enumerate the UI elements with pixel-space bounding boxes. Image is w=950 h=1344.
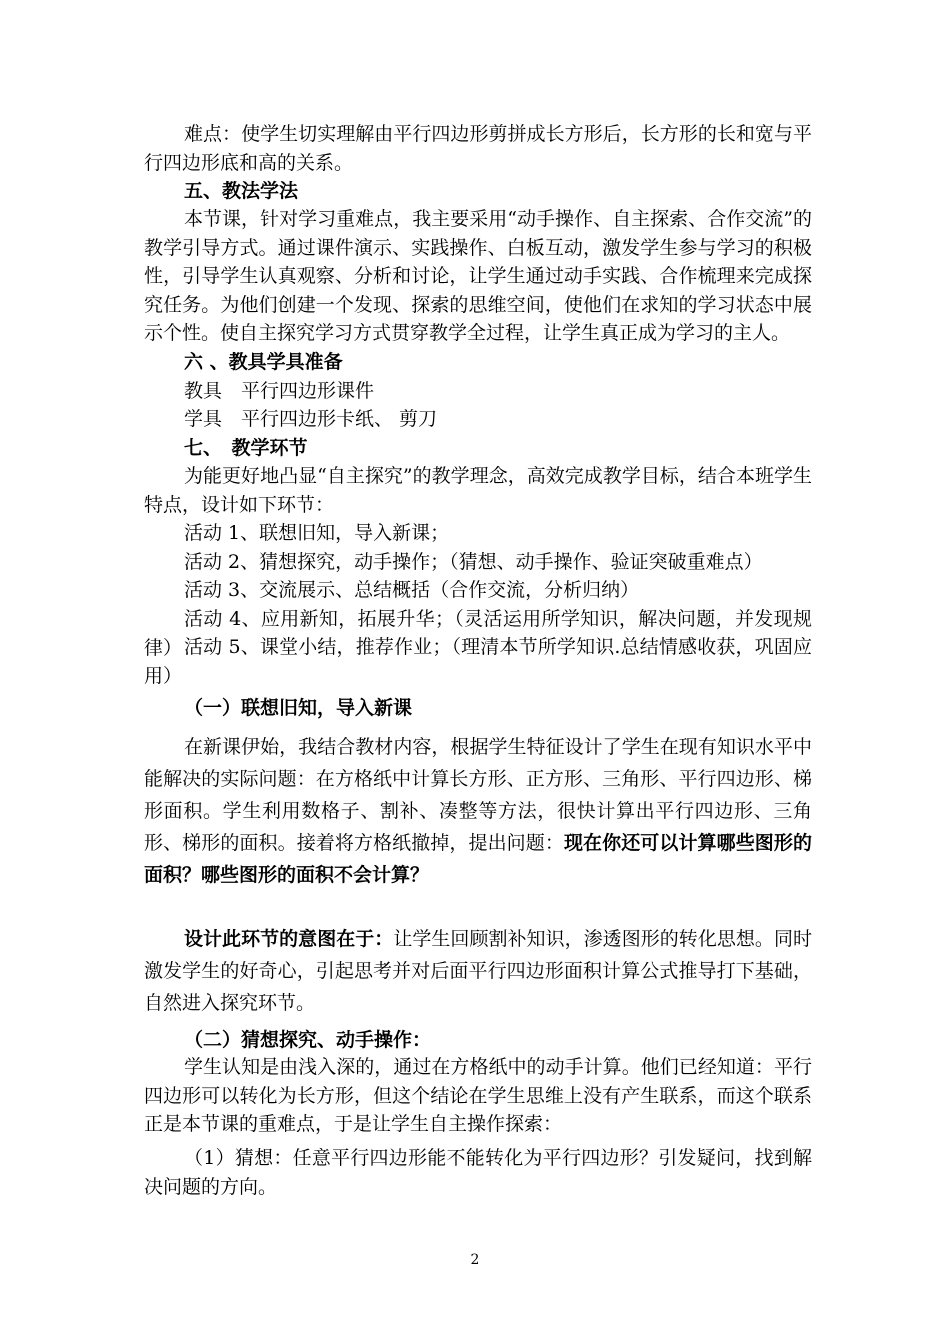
activity-item: 活动 2、猜想探究，动手操作；（猜想、动手操作、验证突破重难点） <box>184 551 763 573</box>
intent-body: 让学生回顾割补知识，渗透图形的转化思想。同时激发学生的好奇心，引起思考并对后面平行四边形面积计算公式推导打下基础，自然进入探究环节。 <box>144 928 812 1014</box>
section-7-heading: 七、 教学环节 <box>184 437 308 459</box>
difficulty-paragraph: 难点：使学生切实理解由平行四边形剪拼成长方形后，长方形的长和宽与平行四边形底和高的关系。 <box>144 123 812 174</box>
activity-item: 活动 1、联想旧知，导入新课； <box>184 522 450 544</box>
section-5-heading: 五、教法学法 <box>184 180 299 202</box>
part-1-intent <box>144 923 812 1019</box>
learning-aids: 学具 平行四边形卡纸、 剪刀 <box>184 408 438 430</box>
part-2-step-1: （1）猜想：任意平行四边形能不能转化为平行四边形？引发疑问，找到解决问题的方向。 <box>144 1147 812 1198</box>
part-1-text: 在新课伊始，我结合教材内容，根据学生特征设计了学生在现有知识水平中能解决的实际问题：在方格纸中计算长方形、正方形、三角形、平行四边形、梯形面积。学生利用数格子、割补、凑整等方法，很快计算出平行四边形、三角形、梯形的面积。接着将方格纸撤掉，提出问题： <box>144 736 812 854</box>
section-5-body: 本节课，针对学习重难点，我主要采用“动手操作、自主探索、合作交流”的教学引导方式。通过课件演示、实践操作、白板互动，激发学生参与学习的积极性，引导学生认真观察、分析和讨论，让学生通过动手实践、合作梳理来完成探究任务。为他们创建一个发现、探索的思维空间，使他们在求知的学习状态中展示个性。使自主探究学习方式贯穿教学全过程，让学生真正成为学习的主人。 <box>144 208 812 344</box>
page-number: 2 <box>470 1252 480 1268</box>
part-1-question: 现在你还可以计算哪些图形的面积？哪些图形的面积不会计算？ <box>144 832 812 886</box>
activity-item: 活动 3、交流展示、总结概括（合作交流，分析归纳） <box>184 579 640 601</box>
part-2-body: 学生认知是由浅入深的，通过在方格纸中的动手计算。他们已经知道：平行四边形可以转化为长方形，但这个结论在学生思维上没有产生联系，而这个联系正是本节课的重难点，于是让学生自主操作探索： <box>144 1056 812 1135</box>
part-1-body <box>144 731 812 891</box>
part-1-heading: （一）联想旧知，导入新课 <box>184 697 413 719</box>
intent-label: 设计此环节的意图在于： <box>184 928 394 950</box>
part-2-heading: （二）猜想探究、动手操作： <box>184 1029 432 1051</box>
activity-item: 活动 4、应用新知，拓展升华；（灵活运用所学知识，解决问题，并发现规律） <box>144 608 812 659</box>
section-7-intro: 为能更好地凸显“自主探究”的教学理念，高效完成教学目标，结合本班学生特点，设计如下环节： <box>144 465 812 516</box>
activity-item: 活动 5、课堂小结，推荐作业；（理清本节所学知识.总结情感收获，巩固应用） <box>144 636 812 687</box>
teaching-aids: 教具 平行四边形课件 <box>184 380 375 402</box>
section-6-heading: 六 、教具学具准备 <box>184 351 343 373</box>
